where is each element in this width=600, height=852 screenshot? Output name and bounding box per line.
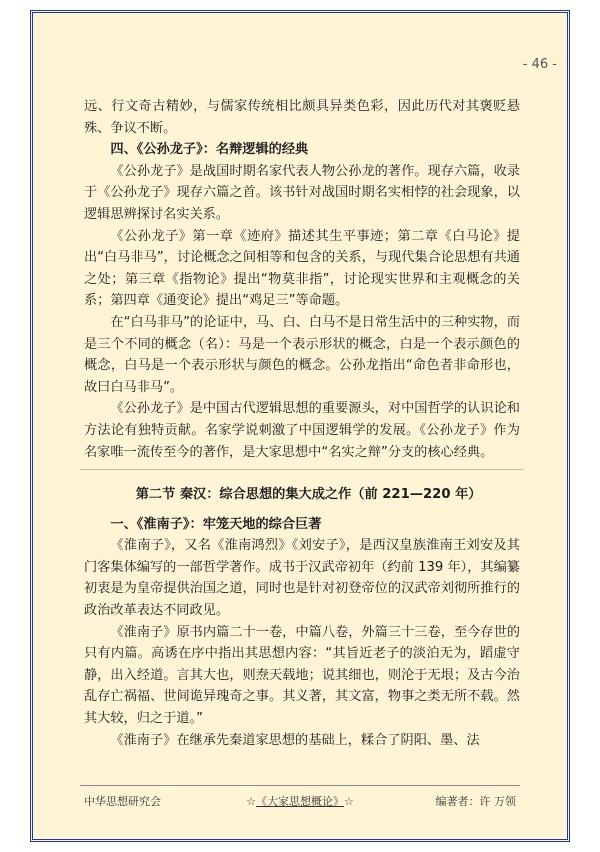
paragraph: 《淮南子》原书内篇二十一卷，中篇八卷，外篇三十三卷，至今存世的只有内篇。高诱在序中指出其思想内容：“其旨近老子的淡泊无为，蹈虚守静，出入经道。言其大也，则焘天载地；说其细也，则沦于无垠；及古今治乱存亡祸福、世间诡异瑰奇之事。其义著，其文富，物事之类无所不载。然其大较，归之于道。” [84,624,520,727]
heading-gongsunlongzi: 四、《公孙龙子》：名辩逻辑的经典 [110,142,309,158]
paragraph: 《公孙龙子》是战国时期名家代表人物公孙龙的著作。现存六篇，收录于《公孙龙子》现存六篇之首。该书针对战国时期名实相悖的社会现象，以逻辑思辨探讨名实关系。 [84,163,520,222]
paragraph-continued: 远、行文奇古精妙，与儒家传统相比颇具异类色彩，因此历代对其褒贬悬殊、争议不断。 [84,99,520,136]
page-number: - 46 - [522,57,557,72]
page-body [84,96,520,751]
star-icon: ☆ [344,795,354,808]
section-title: 第二节 秦汉：综合思想的集大成之作（前 221—220 年） [135,487,482,503]
star-icon: ☆ [246,795,256,808]
paragraph: 《公孙龙子》第一章《迹府》描述其生平事迹；第二章《白马论》提出“白马非马”，讨论概念之间相等和包含的关系，与现代集合论思想有共通之处；第三章《指物论》提出“物莫非指”，讨论现实世界和主观概念的关系；第四章《通变论》提出“鸡足三”等命题。 [84,228,520,309]
paragraph: 《淮南子》，又名《淮南鸿烈》《刘安子》，是西汉皇族淮南王刘安及其门客集体编写的一部哲学著作。成书于汉武帝初年（约前 139 年），其编纂初衷是为皇帝提供治国之道，同时也是针对初登帝位的汉武帝刘彻所推行的政治改革表达不同政见。 [84,538,520,619]
footer-organization: 中华思想研究会 [84,795,161,808]
heading-huainanzi: 一、《淮南子》：牢笼天地的综合巨著 [110,516,322,532]
footer-book-title: 《大家思想概论》 [256,795,344,808]
paragraph: 《公孙龙子》是中国古代逻辑思想的重要源头，对中国哲学的认识论和方法论有独特贡献。名家学说刺激了中国逻辑学的发展。《公孙龙子》作为名家唯一流传至今的著作，是大家思想中“名实之辩”分支的核心经典。 [84,401,520,460]
section-divider [80,469,524,470]
footer-author: 编著者：许 万领 [435,795,516,808]
paragraph: 《淮南子》在继承先秦道家思想的基础上，糅合了阴阳、墨、法 [110,732,480,748]
paragraph: 在“白马非马”的论证中，马、白、白马不是日常生活中的三种实物，而是三个不同的概念（名）：马是一个表示形状的概念，白是一个表示颜色的概念，白马是一个表示形状与颜色的概念。公孙龙指出“命色者非命形也，故曰白马非马”。 [84,314,520,395]
footer-divider [80,785,520,786]
